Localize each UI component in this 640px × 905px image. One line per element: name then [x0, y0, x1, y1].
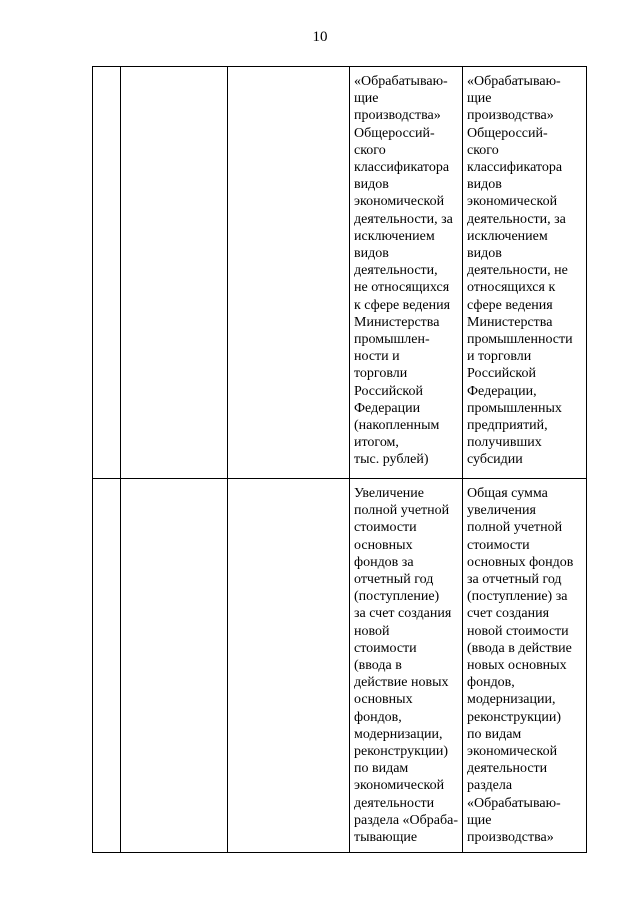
cell-text-line: основных [354, 537, 413, 553]
cell-text-line: и торговли [467, 349, 532, 365]
cell-text-line: деятельности [467, 761, 548, 777]
cell-text-line: к сфере ведения [354, 297, 451, 313]
cell-text-line: «Обрабатываю- [354, 74, 448, 89]
cell-text-line: видов [467, 246, 502, 262]
cell-text-line: Общероссий- [354, 125, 435, 141]
cell-text-line: (ввода в [354, 658, 402, 674]
cell-text-line: экономической [467, 194, 558, 210]
table-row [93, 479, 587, 853]
cell-text-line: новой стоимости [467, 623, 569, 639]
row-2-col-3 [228, 479, 350, 853]
cell-text-line: счет создания [467, 606, 550, 622]
cell-text-line: экономической [354, 194, 445, 210]
row-2-col-2 [121, 479, 228, 853]
cell-text-line: экономической [467, 744, 558, 760]
cell-text-line: субсидии [467, 452, 523, 468]
cell-text-line: Увеличение [354, 486, 425, 501]
cell-text-line: Федерации, [467, 383, 537, 399]
cell-text-line: торговли [354, 366, 408, 382]
row-1-col-4 [350, 67, 463, 479]
cell-text-line: раздела «Обраба- [354, 812, 458, 828]
indicator-table [92, 66, 587, 853]
cell-text-line: фондов за [354, 554, 414, 570]
table-row [93, 67, 587, 479]
cell-text-line: (поступление) [354, 589, 440, 605]
cell-text-line: тыс. рублей) [354, 452, 429, 468]
cell-text-line: по видам [354, 761, 409, 777]
cell-text-line: производства» [467, 108, 554, 124]
cell-text-line: сфере ведения [467, 297, 553, 313]
cell-text-line: получивших [467, 435, 542, 451]
cell-text-line: щие [467, 812, 492, 828]
cell-text-line: ского [354, 142, 386, 158]
cell-text-line: деятельности, не [467, 263, 568, 279]
cell-text-line: Российской [467, 366, 536, 382]
cell-text-line: раздела [467, 778, 513, 794]
cell-text-line: щие [354, 91, 379, 107]
row-2-col-4 [350, 479, 463, 853]
cell-text-line: промышленных [467, 400, 562, 416]
cell-text-line: отчетный год [354, 572, 434, 588]
cell-text-line: стоимости [354, 520, 417, 536]
cell-text-line: фондов, [467, 675, 515, 691]
cell-text-line: исключением [467, 228, 548, 244]
cell-text-line: модернизации, [467, 692, 556, 708]
cell-text-line: ского [467, 142, 499, 158]
cell-text-line: деятельности [354, 795, 435, 811]
page-number: 10 [312, 29, 328, 45]
cell-text-line: не относящихся [354, 280, 450, 296]
cell-text-line: деятельности, за [467, 211, 566, 227]
cell-text-line: новых основных [467, 658, 567, 674]
cell-text-line: Общероссий- [467, 125, 548, 141]
cell-text-line: полной учетной [354, 503, 450, 519]
cell-text-line: «Обрабатываю- [467, 795, 561, 811]
cell-text-line: производства» [467, 830, 554, 846]
cell-text-line: действие новых [354, 675, 449, 691]
cell-text-line: видов [354, 177, 389, 193]
row-1-col-5 [463, 67, 587, 479]
cell-text-line: (поступление) за [467, 589, 568, 605]
cell-text-line: увеличения [467, 503, 536, 519]
cell-text-line: за отчетный год [467, 572, 562, 588]
row-1-col-3 [228, 67, 350, 479]
cell-text-line: промышленности [467, 332, 573, 348]
row-2-col-1 [93, 479, 121, 853]
cell-text-line: стоимости [354, 640, 417, 656]
cell-text-line: относящихся к [467, 280, 556, 296]
cell-text-line: итогом, [354, 435, 399, 451]
cell-text-line: деятельности, [354, 263, 438, 279]
row-2-col-5 [463, 479, 587, 853]
cell-text-line: экономической [354, 778, 445, 794]
row-1-col-2 [121, 67, 228, 479]
cell-text-line: классификатора [467, 160, 563, 176]
cell-text-line: предприятий, [467, 418, 548, 434]
cell-text-line: щие [467, 91, 492, 107]
cell-text-line: деятельности, за [354, 211, 453, 227]
cell-text-line: по видам [467, 726, 522, 742]
cell-text-line: реконструкции) [467, 709, 562, 725]
cell-text-line: модернизации, [354, 726, 443, 742]
cell-text-line: полной учетной [467, 520, 563, 536]
cell-text-line: исключением [354, 228, 435, 244]
cell-text-line: Министерства [354, 314, 440, 330]
cell-text-line: Федерации [354, 400, 421, 416]
cell-text-line: (ввода в действие [467, 640, 572, 656]
cell-text-line: основных [354, 692, 413, 708]
cell-text-line: (накопленным [354, 418, 440, 434]
cell-text-line: стоимости [467, 537, 530, 553]
cell-text-line: Министерства [467, 314, 553, 330]
cell-text-line: Российской [354, 383, 423, 399]
cell-text-line: новой [354, 623, 390, 639]
cell-text-line: «Обрабатываю- [467, 74, 561, 89]
cell-text-line: промышлен- [354, 332, 430, 348]
cell-text-line: производства» [354, 108, 441, 124]
cell-text-line: ности и [354, 349, 400, 365]
row-1-col-1 [93, 67, 121, 479]
cell-text-line: видов [467, 177, 502, 193]
cell-text-line: реконструкции) [354, 744, 449, 760]
cell-text-line: тывающие [354, 830, 418, 846]
cell-text-line: фондов, [354, 709, 402, 725]
cell-text-line: Общая сумма [467, 486, 548, 501]
cell-text-line: основных фондов [467, 554, 574, 570]
cell-text-line: классификатора [354, 160, 450, 176]
cell-text-line: за счет создания [354, 606, 452, 622]
cell-text-line: видов [354, 246, 389, 262]
